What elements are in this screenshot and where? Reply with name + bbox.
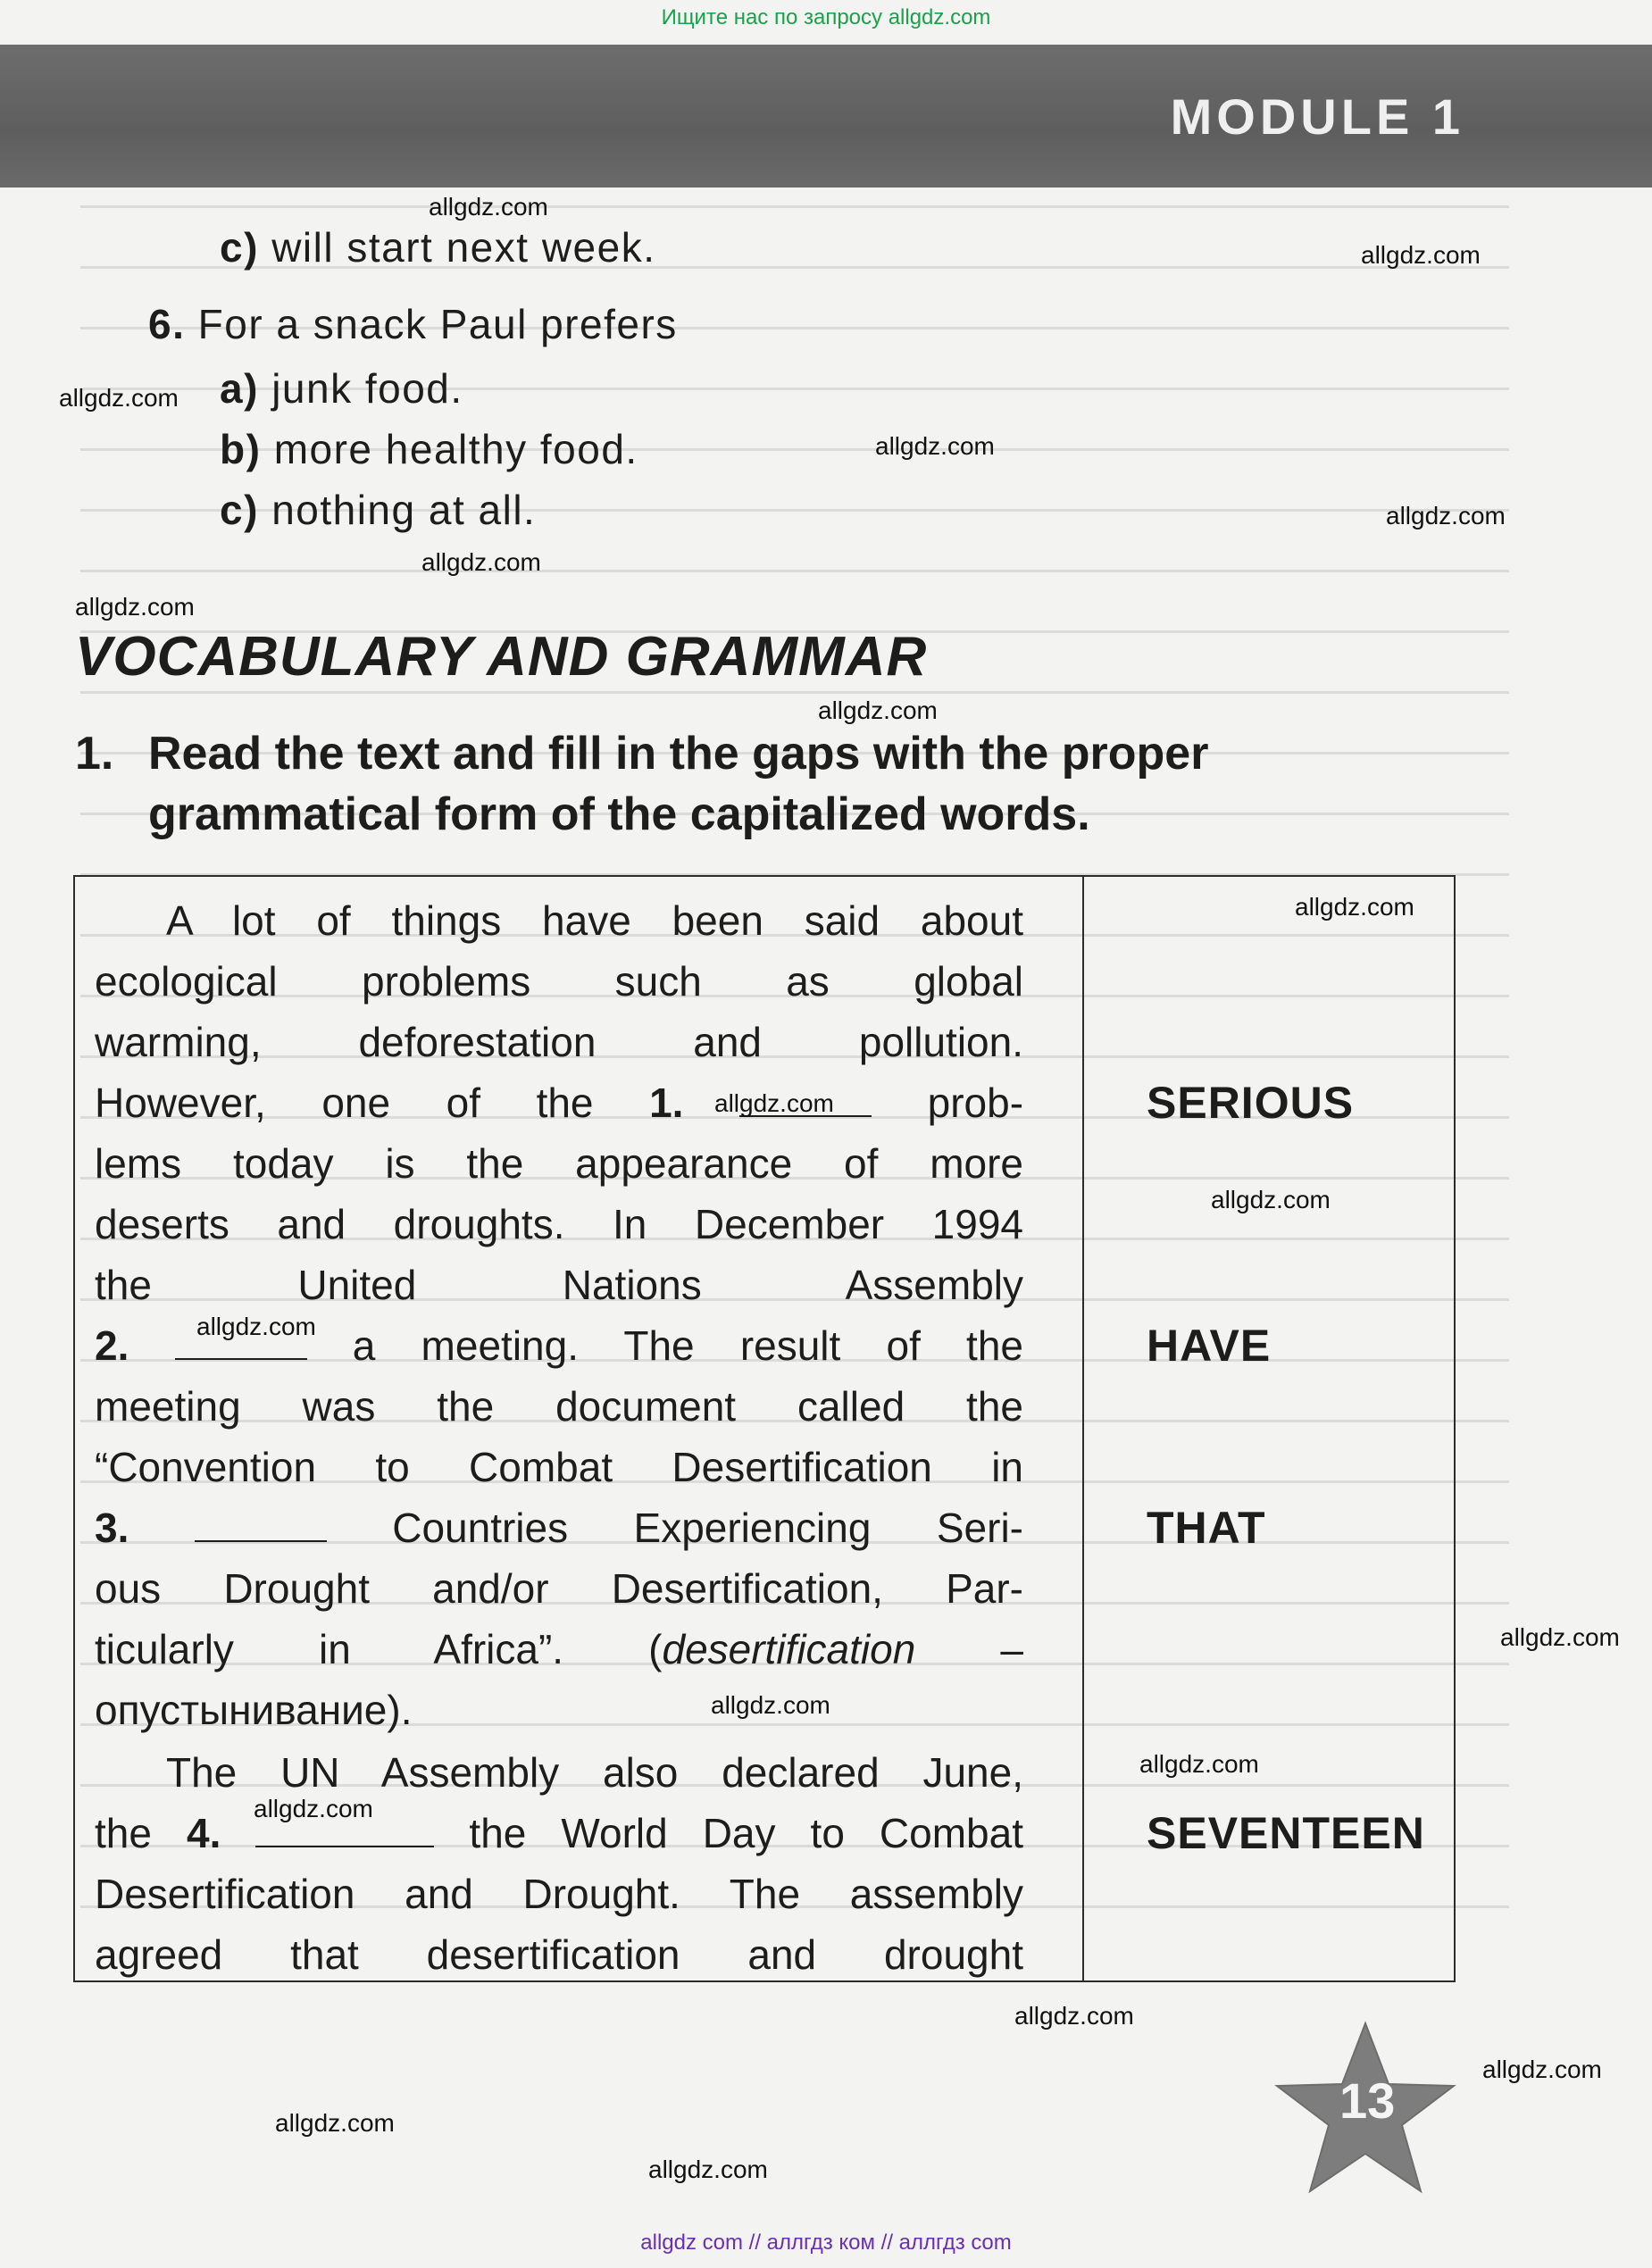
question-6: [148, 300, 678, 348]
watermark: allgdz.com: [714, 1089, 834, 1117]
watermark: allgdz.com: [1211, 1186, 1331, 1213]
glossary-term: desertification: [662, 1626, 916, 1672]
option-letter: a): [220, 365, 259, 412]
text-line-2: ecological problems such as global: [95, 958, 1023, 1005]
gap-number-2: 2.: [95, 1322, 129, 1369]
text-fragment: Countries Experiencing Seri-: [392, 1505, 1023, 1551]
keyword-that: THAT: [1147, 1503, 1266, 1553]
watermark: allgdz.com: [429, 193, 548, 221]
module-title: MODULE 1: [1170, 88, 1464, 145]
text-line-1: A lot of things have been said about: [166, 897, 1023, 944]
text-line-12: ous Drought and/or Desertification, Par-: [95, 1565, 1023, 1612]
watermark: allgdz.com: [1482, 2055, 1602, 2083]
text-line-10: “Convention to Combat Desertification in: [95, 1444, 1023, 1490]
option-6b: [220, 425, 638, 473]
text-line-9: meeting was the document called the: [95, 1383, 1023, 1430]
top-search-note: Ищите нас по запросу allgdz.com: [661, 5, 991, 29]
text-line-3: warming, deforestation and pollution.: [95, 1019, 1023, 1065]
task-text-line-2: grammatical form of the capitalized words.: [148, 788, 1090, 840]
gap-number-3: 3.: [95, 1505, 129, 1551]
watermark: allgdz.com: [818, 696, 938, 724]
task-text-line-1: Read the text and fill in the gaps with the proper: [148, 728, 1209, 780]
keyword-seventeen: SEVENTEEN: [1147, 1808, 1425, 1858]
gap-blank-3[interactable]: [195, 1508, 327, 1542]
option-letter: c): [220, 224, 259, 271]
option-6c: [220, 486, 536, 534]
watermark: allgdz.com: [648, 2155, 768, 2183]
option-text: nothing at all.: [271, 487, 537, 533]
text-fragment: However, one of the: [95, 1080, 594, 1126]
keyword-have: HAVE: [1147, 1321, 1272, 1371]
watermark: allgdz.com: [254, 1795, 373, 1822]
task-number: 1.: [75, 728, 114, 780]
text-fragment: the World Day to Combat: [469, 1810, 1024, 1856]
task-text: [148, 723, 1506, 845]
bottom-site-note: allgdz com // аллгдз ком // аллгдз com: [640, 2230, 1012, 2255]
watermark: allgdz.com: [1295, 893, 1414, 921]
page-number: 13: [1339, 2072, 1396, 2129]
text-line-14: опустынивание).: [95, 1687, 413, 1733]
text-line-4: [95, 1079, 1023, 1127]
text-line-11: [95, 1504, 1023, 1552]
text-line-18: agreed that desertification and drought: [95, 1931, 1023, 1978]
text-fragment: a meeting. The result of the: [352, 1322, 1023, 1369]
question-number: 6.: [148, 301, 186, 347]
watermark: allgdz.com: [1139, 1750, 1259, 1778]
text-fragment: prob-: [927, 1080, 1024, 1126]
question-text: For a snack Paul prefers: [197, 301, 678, 347]
watermark: allgdz.com: [275, 2109, 395, 2137]
text-line-13: [95, 1625, 1023, 1673]
keyword-serious: SERIOUS: [1147, 1078, 1355, 1128]
option-text: will start next week.: [271, 224, 656, 271]
text-line-7: the United Nations Assembly: [95, 1262, 1023, 1308]
gap-number-1: 1.: [649, 1080, 684, 1126]
watermark: allgdz.com: [1361, 241, 1481, 269]
watermark: allgdz.com: [1386, 502, 1506, 529]
watermark: allgdz.com: [196, 1313, 316, 1340]
watermark: allgdz.com: [711, 1691, 830, 1719]
watermark: allgdz.com: [875, 432, 995, 460]
text-line-17: Desertification and Drought. The assembly: [95, 1871, 1023, 1917]
option-text: more healthy food.: [273, 426, 638, 472]
section-title: VOCABULARY AND GRAMMAR: [75, 626, 928, 688]
module-header-band: [0, 45, 1652, 188]
watermark: allgdz.com: [421, 548, 541, 576]
text-line-5: lems today is the appearance of more: [95, 1140, 1023, 1187]
text-line-6: deserts and droughts. In December 1994: [95, 1201, 1023, 1247]
text-line-15: The UN Assembly also declared June,: [166, 1749, 1023, 1796]
option-5c: [220, 223, 655, 271]
gap-number-4: 4.: [186, 1810, 221, 1856]
option-letter: b): [220, 426, 262, 472]
option-text: junk food.: [271, 365, 463, 412]
watermark: allgdz.com: [1500, 1623, 1620, 1651]
option-6a: [220, 364, 463, 413]
text-line-16: [95, 1809, 1023, 1857]
table-column-divider: [1082, 875, 1084, 1982]
text-fragment: ticularly in Africa”. (: [95, 1626, 663, 1672]
text-fragment: –: [915, 1626, 1023, 1672]
option-letter: c): [220, 487, 259, 533]
watermark: allgdz.com: [1014, 2002, 1134, 2030]
watermark: allgdz.com: [59, 384, 179, 412]
watermark: allgdz.com: [75, 593, 195, 621]
text-fragment: the: [95, 1810, 152, 1856]
